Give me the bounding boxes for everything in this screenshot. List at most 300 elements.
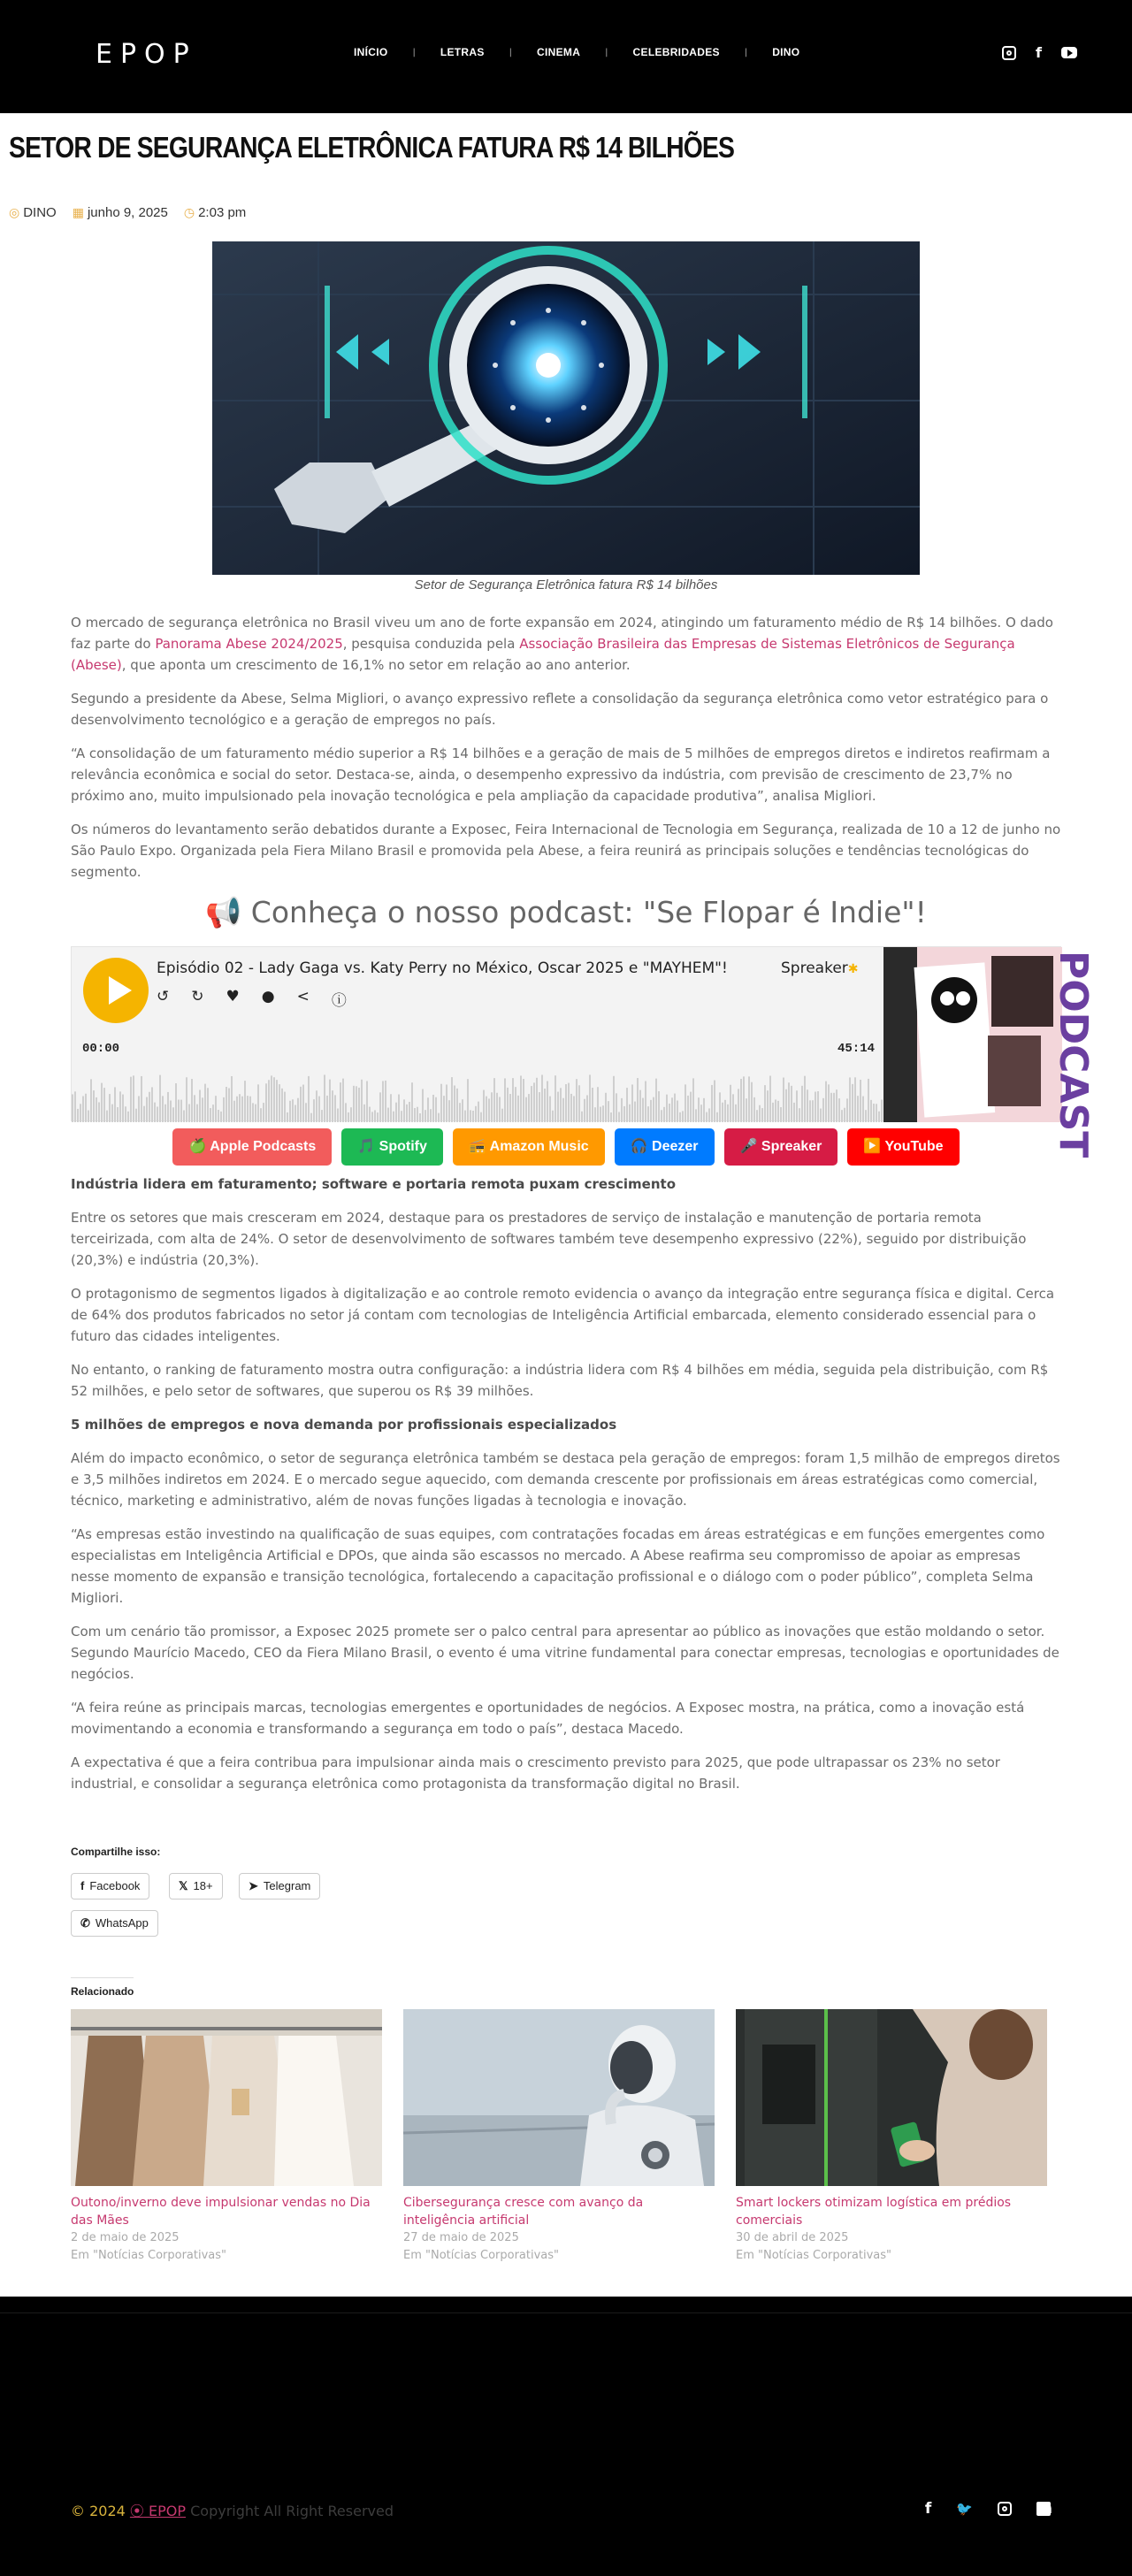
- waveform-bar: [432, 1095, 434, 1122]
- waveform-bar: [846, 1098, 848, 1122]
- waveform-bar: [80, 1104, 81, 1122]
- waveform-bar: [127, 1112, 129, 1122]
- waveform-bar: [536, 1078, 538, 1122]
- waveform-bar: [509, 1094, 511, 1122]
- apple-icon: 🍏: [188, 1139, 207, 1154]
- waveform-bar: [103, 1088, 105, 1122]
- link-label: YouTube: [884, 1139, 944, 1154]
- waveform-bar: [366, 1081, 368, 1122]
- waveform-bar: [424, 1110, 426, 1122]
- waveform-bar: [226, 1087, 227, 1122]
- site-logo[interactable]: EPOP: [96, 39, 197, 70]
- nav-separator: |: [744, 47, 748, 57]
- podcast-heading: [71, 895, 1061, 930]
- nav-separator: |: [509, 47, 513, 57]
- waveform-bar: [454, 1085, 455, 1122]
- waveform-bar: [231, 1076, 233, 1122]
- user-icon: ◎: [9, 205, 20, 219]
- waveform-bar: [844, 1108, 845, 1122]
- site-header: [0, 0, 1132, 113]
- time-elapsed: 00:00: [82, 1042, 120, 1056]
- link-amazon-music[interactable]: [453, 1128, 605, 1166]
- waveform-bar: [777, 1101, 779, 1122]
- waveform-bar: [698, 1097, 700, 1122]
- waveform-bar: [326, 1096, 328, 1122]
- waveform-bar: [870, 1100, 872, 1122]
- waveform-bar: [570, 1094, 572, 1122]
- podcast-links: [71, 1128, 1061, 1166]
- waveform-bar: [573, 1096, 575, 1122]
- waveform-bar: [626, 1088, 628, 1122]
- waveform-bar: [302, 1085, 304, 1122]
- waveform-bar: [751, 1082, 753, 1122]
- waveform-bar: [501, 1109, 503, 1122]
- waveform-bar: [239, 1094, 241, 1122]
- nav-item-cinema[interactable]: CINEMA: [537, 46, 581, 58]
- waveform-bar: [228, 1089, 230, 1122]
- waveform-bar: [618, 1112, 620, 1122]
- nav-item-celebridades[interactable]: CELEBRIDADES: [632, 46, 720, 58]
- waveform-bar: [539, 1092, 540, 1122]
- image-caption: Setor de Segurança Eletrônica fatura R$ 14 bilhões: [414, 577, 718, 592]
- waveform-bar: [133, 1075, 134, 1122]
- link-panorama-abese[interactable]: Panorama Abese 2024/2025: [155, 636, 343, 652]
- waveform-bar: [175, 1083, 177, 1122]
- waveform-bar: [552, 1111, 554, 1122]
- waveform-bar: [414, 1108, 416, 1122]
- waveform-bar: [557, 1092, 559, 1122]
- related-title[interactable]: Smart lockers otimizam logística em prédios comerciais: [736, 2196, 1012, 2228]
- related-thumbnail[interactable]: [736, 2009, 1047, 2186]
- paragraph: Além do impacto econômico, o setor de segurança eletrônica também se destaca pela geração de empregos: foram 1,5 milhão de empregos diretos e 3,5 milhões indiretos em 2024. E o mercado segue aquecido, com demanda crescente por profissionais em áreas estratégicas como comercial, técnico, marketing e administrativo, além de novas funções ligadas à tecnologia e inovação.: [71, 1450, 1060, 1509]
- episode-title[interactable]: Episódio 02 - Lady Gaga vs. Katy Perry no México, Oscar 2025 e "MAYHEM"!: [157, 959, 728, 977]
- paragraph: Entre os setores que mais cresceram em 2024, destaque para os prestadores de serviço de instalação e manutenção de portaria remota terceirizada, com alta de 24%. O setor de desenvolvimento de softwares também teve desempenho expressivo (22%), seguido por distribuição (20,3%) e indústria (20,3%).: [71, 1210, 1027, 1268]
- waveform-bar: [560, 1088, 562, 1122]
- waveform-bar: [764, 1085, 766, 1122]
- waveform-bar: [525, 1097, 527, 1122]
- waveform-bar: [289, 1101, 291, 1122]
- waveform-bar: [868, 1079, 869, 1122]
- waveform-bar: [236, 1097, 238, 1122]
- waveform-bar: [613, 1076, 615, 1122]
- waveform-bar: [642, 1098, 644, 1122]
- waveform-bar: [337, 1108, 339, 1122]
- waveform-bar: [183, 1110, 185, 1122]
- smart-locker-image: [736, 2009, 1047, 2186]
- waveform-bar: [443, 1096, 445, 1122]
- waveform-bar: [507, 1088, 509, 1122]
- waveform-bar: [287, 1112, 288, 1122]
- waveform-bar: [255, 1105, 256, 1122]
- waveform-bar: [135, 1109, 137, 1122]
- waveform-bar: [186, 1077, 187, 1122]
- waveform-bar: [799, 1108, 800, 1122]
- waveform-bar: [273, 1077, 275, 1122]
- waveform-bar: [796, 1090, 798, 1122]
- waveform-bar: [178, 1100, 180, 1122]
- waveform-bar: [334, 1095, 336, 1122]
- link-label: Apple Podcasts: [210, 1139, 317, 1154]
- instagram-icon[interactable]: [1002, 46, 1016, 60]
- article-title: SETOR DE SEGURANÇA ELETRÔNICA FATURA R$ 14 BILHÕES: [9, 131, 735, 164]
- waveform-bar: [308, 1076, 310, 1122]
- waveform-bar: [491, 1092, 493, 1122]
- waveform-bar: [586, 1095, 588, 1122]
- waveform-bar: [727, 1105, 729, 1122]
- waveform-bar: [223, 1097, 225, 1122]
- footer-brand: EPOP: [149, 2503, 187, 2519]
- paragraph: “A feira reúne as principais marcas, tecnologias emergentes e oportunidades de negócios. A Exposec mostra, na prática, como a inovação está movimentando a economia e transformando a segurança em todo o país”, destaca Macedo.: [71, 1700, 1025, 1737]
- waveform-bar: [703, 1098, 705, 1122]
- waveform-bar: [682, 1111, 684, 1122]
- waveform-bar: [167, 1092, 169, 1122]
- waveform-bar: [316, 1090, 317, 1122]
- related-category: Em "Notícias Corporativas": [71, 2249, 227, 2262]
- youtube-icon[interactable]: [1061, 47, 1077, 58]
- waveform-bar: [822, 1098, 824, 1122]
- waveform-bar: [265, 1083, 267, 1122]
- waveform-bar: [398, 1095, 400, 1122]
- share-x-button[interactable]: [169, 1873, 223, 1900]
- waveform-bar: [263, 1103, 264, 1122]
- spreaker-logo[interactable]: [781, 959, 859, 977]
- waveform-bar: [210, 1108, 211, 1122]
- waveform-bar: [730, 1085, 731, 1122]
- related-title[interactable]: Outono/inverno deve impulsionar vendas no Dia das Mães: [71, 2196, 371, 2228]
- waveform-bar: [324, 1074, 325, 1122]
- waveform-bar: [241, 1097, 243, 1122]
- link-deezer[interactable]: [615, 1128, 715, 1166]
- link-youtube[interactable]: [847, 1128, 959, 1166]
- link-label: Spreaker: [761, 1139, 822, 1154]
- facebook-icon[interactable]: f: [1036, 44, 1042, 61]
- waveform-bar: [677, 1100, 678, 1122]
- waveform-bar: [157, 1107, 158, 1122]
- waveform-bar: [523, 1079, 524, 1122]
- article-meta: [9, 205, 246, 220]
- waveform-bar: [88, 1111, 89, 1122]
- waveform-bar: [520, 1075, 522, 1122]
- waveform-bar: [98, 1102, 100, 1122]
- header-social: [1002, 44, 1077, 61]
- waveform-bar: [852, 1084, 853, 1122]
- waveform-bar: [141, 1076, 142, 1122]
- section-heading: 5 milhões de empregos e nova demanda por profissionais especializados: [71, 1417, 617, 1433]
- waveform-bar: [804, 1076, 806, 1122]
- waveform-bar: [793, 1103, 795, 1122]
- waveform-bar: [114, 1087, 116, 1122]
- waveform-bar: [212, 1105, 214, 1122]
- waveform-bar: [838, 1098, 840, 1122]
- waveform-bar: [716, 1112, 718, 1122]
- waveform-bar: [815, 1092, 816, 1122]
- related-card[interactable]: [71, 2009, 382, 2265]
- waveform-bar: [162, 1096, 164, 1122]
- share-telegram-button[interactable]: [239, 1873, 320, 1900]
- waveform-bar: [597, 1087, 599, 1122]
- waveform-bar: [170, 1100, 172, 1122]
- play-button[interactable]: [83, 958, 149, 1023]
- article-body-top: [71, 612, 1061, 883]
- waveform-bar: [528, 1094, 530, 1122]
- waveform-bar: [594, 1107, 596, 1122]
- waveform-bar: [738, 1089, 739, 1122]
- waveform-bar: [284, 1092, 286, 1122]
- waveform-bar: [350, 1107, 352, 1122]
- waveform-bar: [72, 1094, 73, 1122]
- waveform-bar: [568, 1083, 570, 1122]
- waveform-bar: [801, 1086, 803, 1122]
- waveform-bar: [876, 1104, 877, 1122]
- waveform-bar: [390, 1094, 392, 1122]
- brand-icon: ⦿: [129, 2503, 144, 2519]
- waveform-bar: [581, 1112, 583, 1122]
- waveform-bar: [356, 1086, 357, 1122]
- paragraph: “As empresas estão investindo na qualificação de suas equipes, com contratações focadas em áreas estratégicas e em funções emergentes como especialistas em Inteligência Artificial e DPOs, que ainda são escassos no mercado. A Abese reafirma seu compromisso de apoiar as empresas nesse momento de expansão e transição tecnológica, fortalecendo a capacitação profissional e o diálogo com o poder público”, completa Selma Migliori.: [71, 1526, 1045, 1606]
- waveform-bar: [305, 1103, 307, 1122]
- waveform-bar: [841, 1110, 843, 1122]
- x-icon: 𝕏: [179, 1879, 188, 1892]
- waveform-bar: [143, 1106, 145, 1122]
- waveform-bar: [663, 1107, 665, 1122]
- waveform-bar: [610, 1112, 612, 1122]
- waveform-bar: [780, 1107, 782, 1122]
- forward-icon[interactable]: ↻: [191, 988, 204, 1005]
- waveform-bar: [565, 1084, 567, 1122]
- waveform-bar: [549, 1097, 551, 1122]
- waveform-bar: [93, 1090, 95, 1122]
- whatsapp-icon: ✆: [80, 1916, 90, 1930]
- waveform-bar: [361, 1080, 363, 1122]
- waveform-bar: [369, 1107, 371, 1122]
- share-label: Compartilhe isso:: [71, 1846, 161, 1858]
- waveform-bar: [401, 1111, 402, 1122]
- copyright-text: Copyright All Right Reserved: [190, 2503, 394, 2519]
- waveform-bar: [435, 1097, 437, 1122]
- waveform-bar: [746, 1098, 747, 1122]
- related-title[interactable]: Cibersegurança cresce com avanço da inteligência artificial: [403, 2196, 644, 2228]
- link-apple-podcasts[interactable]: [172, 1128, 332, 1166]
- star-icon: ✱: [847, 962, 859, 976]
- robot-image: [403, 2009, 715, 2186]
- button-label: 18+: [193, 1879, 213, 1892]
- share-icon[interactable]: <: [296, 988, 310, 1005]
- linkedin-icon[interactable]: in: [1036, 2500, 1052, 2518]
- related-thumbnail[interactable]: [71, 2009, 382, 2186]
- waveform-bar: [276, 1080, 278, 1122]
- text-run: , que aponta um crescimento de 16,1% no setor em relação ao ano anterior.: [121, 657, 631, 673]
- facebook-icon: f: [80, 1879, 85, 1892]
- related-date: 30 de abril de 2025: [736, 2231, 849, 2244]
- waveform-bar: [374, 1110, 376, 1122]
- waveform-bar: [706, 1112, 708, 1122]
- waveform-bar: [151, 1087, 153, 1122]
- waveform-bar: [393, 1112, 394, 1122]
- waveform-bar: [515, 1087, 516, 1122]
- nav-item-dino[interactable]: DINO: [772, 46, 800, 58]
- waveform-bar: [117, 1107, 119, 1122]
- waveform-bar: [172, 1107, 174, 1122]
- waveform-bar: [820, 1109, 822, 1122]
- waveform-bar: [658, 1091, 660, 1122]
- waveform-bar: [700, 1105, 702, 1122]
- podcast-heading-text: Conheça o nosso podcast: "Se Flopar é Indie"!: [250, 895, 927, 929]
- link-label: Deezer: [652, 1139, 699, 1154]
- nav-separator: |: [605, 47, 608, 57]
- rewind-icon[interactable]: ↺: [157, 988, 170, 1005]
- waveform-bar: [674, 1094, 676, 1122]
- waveform-bar: [159, 1075, 161, 1122]
- waveform-bar: [220, 1112, 222, 1122]
- telegram-icon: ➤: [249, 1879, 258, 1892]
- megaphone-icon: 📢: [205, 895, 242, 929]
- waveform-bar: [708, 1108, 710, 1122]
- nav-item-letras[interactable]: LETRAS: [440, 46, 485, 58]
- waveform-bar: [857, 1096, 859, 1122]
- button-label: Telegram: [263, 1879, 311, 1892]
- waveform-bar: [109, 1094, 111, 1122]
- waveform-bar: [281, 1089, 283, 1122]
- paragraph: Com um cenário tão promissor, a Exposec 2025 promete ser o palco central para apresentar ao público as inovações que estão moldando o setor. Segundo Maurício Macedo, CEO da Fiera Milano Brasil, o evento é uma vitrine fundamental para conectar empresas, tecnologias e oportunidades de negócios.: [71, 1624, 1059, 1682]
- waveform-bar: [478, 1102, 479, 1122]
- waveform-bar: [483, 1090, 485, 1122]
- waveform-bar: [735, 1105, 737, 1122]
- waveform-bar: [825, 1082, 827, 1122]
- related-card[interactable]: [403, 2009, 715, 2265]
- waveform-bar: [517, 1096, 519, 1122]
- waveform-bar: [849, 1077, 851, 1122]
- waveform-bar: [621, 1098, 623, 1122]
- waveform-bar: [690, 1092, 692, 1122]
- waveform-bar: [207, 1088, 209, 1122]
- waveform-bar: [106, 1111, 108, 1122]
- author-name: DINO: [23, 205, 57, 220]
- waveform-bar: [244, 1081, 246, 1122]
- waveform-bar: [488, 1098, 490, 1122]
- waveform-bar: [340, 1082, 341, 1122]
- waveform-bar: [406, 1105, 408, 1122]
- related-thumbnail[interactable]: [403, 2009, 715, 2186]
- waveform-bar: [756, 1110, 758, 1122]
- related-category: Em "Notícias Corporativas": [403, 2249, 560, 2262]
- waveform-bar: [332, 1090, 333, 1122]
- security-camera-illustration: [212, 241, 920, 575]
- play-icon: ▶️: [863, 1139, 882, 1154]
- waveform-bar: [419, 1113, 421, 1122]
- waveform-bar: [194, 1095, 195, 1122]
- article-body-bottom: [71, 1173, 1061, 1794]
- related-date: 2 de maio de 2025: [71, 2231, 180, 2244]
- waveform-bar: [748, 1076, 750, 1122]
- waveform-bar: [74, 1091, 76, 1122]
- facebook-icon[interactable]: f: [924, 2500, 932, 2518]
- waveform-bar: [371, 1112, 373, 1122]
- waveform-bar: [512, 1078, 514, 1122]
- waveform-bar: [759, 1105, 761, 1122]
- waveform-bar: [499, 1097, 501, 1122]
- waveform-bar: [541, 1074, 543, 1122]
- button-label: WhatsApp: [95, 1916, 149, 1930]
- waveform-bar: [531, 1086, 532, 1122]
- waveform-bar: [769, 1076, 771, 1122]
- waveform-bar: [753, 1097, 755, 1122]
- meta-author[interactable]: [9, 205, 57, 220]
- waveform-bar: [218, 1110, 219, 1122]
- main-nav: [354, 46, 799, 58]
- like-icon[interactable]: ♥: [226, 988, 240, 1005]
- share-facebook-button[interactable]: [71, 1873, 149, 1900]
- link-spotify[interactable]: [341, 1128, 443, 1166]
- waveform-bar: [645, 1081, 646, 1122]
- waveform-bar: [427, 1097, 429, 1122]
- link-abese[interactable]: Associação Brasileira das Empresas de Sistemas Eletrônicos de Segurança (Abese): [71, 636, 1015, 673]
- waveform-bar: [775, 1099, 776, 1122]
- waveform-bar: [854, 1077, 856, 1122]
- text-run: , pesquisa conduzida pela: [342, 636, 520, 652]
- nav-item-inicio[interactable]: INÍCIO: [354, 46, 388, 58]
- waveform-bar: [655, 1079, 657, 1122]
- waveform-bar: [830, 1093, 832, 1122]
- footer-brand-link[interactable]: [130, 2503, 186, 2519]
- waveform-bar: [740, 1079, 742, 1122]
- waveform-bar: [279, 1084, 280, 1122]
- waveform-bar: [576, 1079, 577, 1122]
- paragraph: [71, 612, 1061, 676]
- waveform-scrubber[interactable]: [72, 1067, 883, 1122]
- waveform-bar: [533, 1082, 535, 1122]
- waveform-bar: [711, 1085, 713, 1122]
- waveform-bar: [862, 1097, 864, 1122]
- share-whatsapp-button[interactable]: [71, 1910, 158, 1937]
- meta-date[interactable]: [73, 205, 168, 220]
- waveform-bar: [602, 1105, 604, 1122]
- waveform-bar: [438, 1113, 440, 1122]
- waveform-bar: [772, 1103, 774, 1122]
- waveform-bar: [634, 1102, 636, 1122]
- instagram-icon[interactable]: [998, 2502, 1012, 2516]
- waveform-bar: [486, 1097, 487, 1122]
- waveform-bar: [722, 1103, 723, 1122]
- paragraph: “A consolidação de um faturamento médio superior a R$ 14 bilhões e a geração de mais de 5 milhões de empregos diretos e indiretos reafirmam a relevância econômica e social do setor. Destaca-se, ainda, o desempenho expressivo da indústria, com previsão de crescimento de 23,7% no próximo ano, muito impulsionado pela inovação tecnológica e pela ampliação da capacidade produtiva”, analisa Migliori.: [71, 745, 1051, 804]
- waveform-bar: [555, 1075, 556, 1122]
- waveform-bar: [472, 1111, 474, 1122]
- waveform-bar: [199, 1089, 201, 1122]
- waveform-bar: [249, 1097, 251, 1122]
- waveform-bar: [679, 1112, 681, 1122]
- waveform-bar: [783, 1078, 784, 1122]
- comment-icon[interactable]: ●: [261, 988, 275, 1005]
- waveform-bar: [687, 1096, 689, 1122]
- info-icon[interactable]: ⓘ: [331, 992, 347, 1010]
- twitter-icon[interactable]: 🐦: [956, 2501, 973, 2517]
- related-card[interactable]: [736, 2009, 1047, 2265]
- waveform-bar: [90, 1079, 92, 1122]
- waveform-bar: [464, 1111, 466, 1122]
- waveform-bar: [695, 1109, 697, 1122]
- waveform-bar: [714, 1081, 715, 1122]
- waveform-bar: [592, 1088, 593, 1122]
- waveform-bar: [605, 1093, 607, 1122]
- waveform-bar: [669, 1104, 670, 1122]
- copyright: [71, 2500, 394, 2520]
- paragraph: O protagonismo de segmentos ligados à digitalização e ao controle remoto evidencia o avanço da integração entre segurança física e digital. Cerca de 64% dos produtos fabricados no setor já contam com tecnologias de Inteligência Artificial embarcada, elemento considerado essencial para o futuro das cidades inteligentes.: [71, 1286, 1055, 1344]
- waveform-bar: [85, 1094, 87, 1122]
- link-spreaker[interactable]: [724, 1128, 838, 1166]
- text-run: O mercado de segurança eletrônica no Brasil viveu um ano de forte expansão em 2024, atingindo um faturamento médio de R$ 14 bilhões. O dado faz parte do: [71, 615, 1053, 652]
- waveform-bar: [878, 1112, 880, 1122]
- player-controls: [157, 988, 347, 1010]
- waveform-bar: [724, 1100, 726, 1122]
